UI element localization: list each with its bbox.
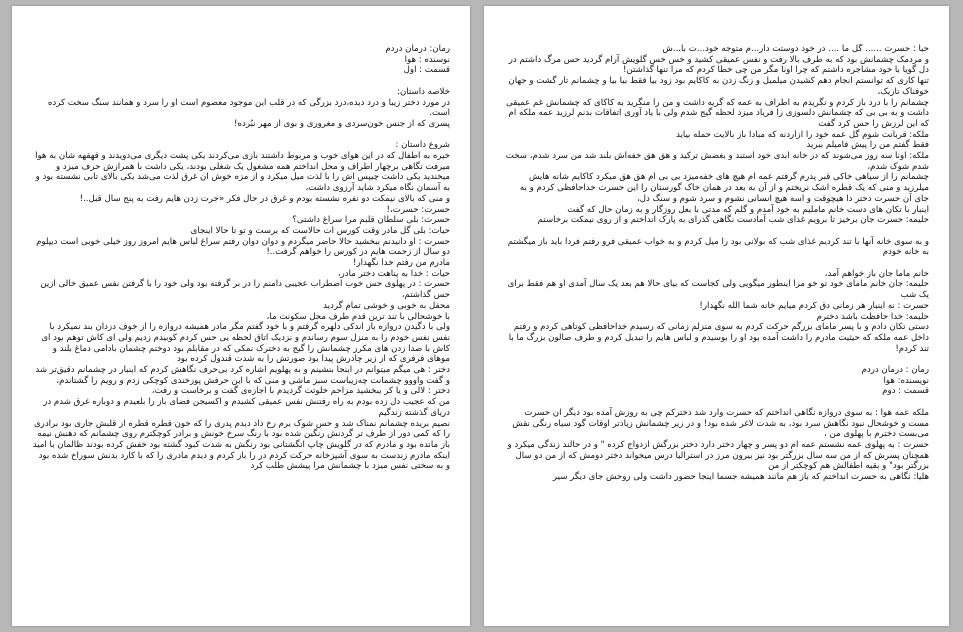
text-line: و مردمک چشمانش بود که به طرف بالا رفت و نفس عمیقی کشید و خس خس گلویش آرام گردید حس مرگ داشتم در دل گویا با خود مشاجره داشتم که چرا اونا مگر من چی خطا کردم که مرا تنها گذاشتن! [508, 54, 929, 76]
text-line: حسرت: حسرت،! [386, 204, 450, 215]
text-line: ملکه عمه هوا : به سوی دروازه نگاهی انداختم که حسرت وارد شد دخترکم چی به روزش آمده بود دیگر ان حسرت مست و خوشحال نبود نگاهش سرد بود، به شدت لاغر شده بود! و در زیر چشمانش زیادتر اوقات گود سیاه رنگی نقش می‌بست دخترم با پهلوی من ، [512, 407, 929, 440]
text-line: حیا : حسرت ...... گل ما .... در خود دوستت دار...م متوجه خود...ت با...ش [662, 44, 929, 54]
text-line: اینبار با تکان های دست خانم ماملیم به خود آمدم و گلم که مدتی با بعل روزگار و به زمان حال که گفت [567, 204, 929, 215]
paragraph-gap [504, 397, 929, 408]
text-line: شروع داستان : [395, 140, 450, 151]
text-line: دختر : هی میگم میتوانم در اینجا بنشینم و به پهلویم اشاره کرد بی‌حرف نگاهش کردم که اینبار در چشمانم دقیق‌تر شد و گفت واووو چشمانت چه‌زیباست سبز ماشی و منی که با این حرفش پوزخندی کوچکی زدم و رویم را گشتاندم، [35, 365, 450, 386]
text-line: و منی که بالای نیمکت دو نفره نشسته بودم و غرق در حال فکر «جرت زدن هایم رفت به پنج سال قبل..! [79, 193, 450, 204]
text-line: حسرت: بلی سلطان قلبم مرا سراغ داشتی؟ [292, 215, 450, 226]
text-line: حیات : خدا به پناهت دختر مادر، [337, 268, 450, 279]
text-line: قسمت : دوم [882, 386, 929, 397]
text-line: مادرم من رفتم خدا نگهدار! [353, 258, 450, 269]
text-line: قسمت : اول [403, 65, 450, 76]
text-line: پسری که از جنس خون‌سردی و مغروری و بوی از مهر نبُرده! [234, 118, 450, 129]
paragraph-gap [32, 130, 450, 141]
text-line: حلیمه: خدا حافظت باشد دخترم [816, 311, 929, 322]
text-line: حیات: بلی گل مادر وقت کورس ات حالاست که برست و تو تا حالا اینجای [190, 225, 450, 236]
text-line: با خوشحالی با تند ترین قدم طرف محل سکونت ما، [266, 311, 450, 322]
text-line: چشمانم را از سیاهی خاکی قبر پدرم گرفتم عمه ام هیچ های خفه‌میزد بی بی ام هق هق میکرد کاکایم شانه هایش میلرزید و منی که یک قطره اشک نریختم و از آن به بعد در همان خاک گورستان را این حسرت خداحافظی کردم و به جای آن حسرت دختر دا هیچوقت و اسه هیچ انسانی نشوم و سرد شوم و سنگ دل، [519, 172, 929, 204]
text-line: خلاصه داستان: [397, 86, 450, 97]
text-line: خانم ماما جان باز خواهم آمد، [824, 268, 929, 279]
text-line: حسرت : نه اینبار هر زمانی دق کردم میایم خانه شما الله نگهدار! [699, 300, 929, 311]
document-page-left [12, 6, 470, 626]
text-line: و به سوی خانه آنها با تند کردیم غذای شب که بولانی بود را میل کردم و به خواب عمیقی فرو رفتم فردا باید باز میگشتم به خانه خودم [507, 236, 929, 258]
text-line: نصیم بریده چشمانم نمناک شد و حس شوک برم رخ داد دیدم پدری را که خون قطره قطره از قلبش جاری بود برادری را که کمی دور از طرف تر گردنش رنگین شده بود با رنگ سرخ خونش و برادر کوچکترم روی چشمانم که دهنش نیمه باز مانده بود و مادرم که در گلویش چاپ انگشتانی بود رنگش به شدت کبود گشته بود خفش کرده بودند ظالمان با امید اینکه مادرم زندست به سوی آشپزخانه حرکت کردم در را باز کردم و دیدم مادری را که با کارد بدنش سوراخ شده بود و به سختی نفس میزد با چشمانش مرا پیشش طلب کرد [32, 418, 450, 472]
document-page-right [484, 6, 949, 626]
paragraph-gap [504, 226, 929, 237]
paragraph-gap [504, 354, 929, 365]
text-line: چشمانم را با درد باز کردم و نگریدم به اطراف به عمه که گریه داشت و من را منگرید به کاکای که چشمانش غم عمیقی داشت و به بی بی که چشمانش دلسوزی را فریاد میزد لحظه گیج شدم ولی با یاد آوری اتفاقات بدنم لرزید عمه ملکه ام که این لرزش را حس کرد گفت [506, 97, 929, 129]
text-line: حسرت : او دانیدنم ببخشید حالا حاضر میگردم و دوان دوان رفتم سراغ لباس هایم امروز روز خیلی خوبی است دیپلوم دو سال از زحمت هایم در کورس را خواهم گرفت..! [36, 236, 450, 258]
text-line: ملکه: اونا سه روز می‌شوند که در خانه ابدی خود استند و بغضش ترکید و هق هق خفه‌اش بلند شد من سرد شدم، سخت شدم شوک شدم، [505, 151, 929, 172]
text-line: رمان: درمان دردم [385, 44, 450, 54]
text-line: تنها کاری که توانستم انجام دهم کشیدن میلمبل و زنگ زدن به کاکایم بود زود بیا فقط بیا بیا و چشمانم تار گشت و جهان خوفناک تاریک، [508, 76, 929, 97]
text-line: محفل به خوبی و خوشی تمام گردید [323, 300, 450, 311]
text-line: نویسنده: هوا [883, 375, 929, 386]
page-text-body [32, 44, 450, 616]
text-line: حلیمه: حسرت جان برخیز تا برویم غذای شب آمادست نگاهی گذرای به پارک انداختم و از روی نیمکت برخاستم [537, 215, 929, 226]
text-line: دستی تکان دادم و با پسر مامای بزرگم حرکت کردم به سوی منزلم زمانی که رسیدم خداحافظی کوتاهی کردم و رفتم داخل عمه ملکه که حیثیت مادرم را داشت آمده بود او را بوسیدم و لباس هایم را تبدیل کردم و طرف صالون بزرگ ما با تند کردم! [508, 322, 929, 354]
paragraph-gap [504, 258, 929, 269]
text-line: ولی با دگیدن دروازه باز اندکی دلهره گرفتم و با خود گفتم مگر مادر همیشه دروازه را از خوف دزدان بند نمیکرد با نفس نفس خودم را به منزل سوم رساندم و نزدیک اتاق لحظه یی حس کردم کوبیدم زدیم ولی ای کاش توهم بود ای کاش با صدا زدن های مکرر چشمانش را گیج به دخترک نمکی که در مقابلم بود دوختم چشمان بادامی دماغ بلند و موهای فرفری که از زیر چادرش پیدا بود صورتش را به شدت قندول کرده بود [41, 322, 450, 365]
text-line: ملکه: قربانت شوم گل عمه خود را ازاردنه که مبادا باز بالایت حمله بیاید [675, 129, 929, 140]
page-text-body [504, 44, 929, 616]
text-line: حلیمه: جان خانم مامای خود تو خو مرا اینطور میگویی ولی کجاست که بیای حالا هم بعد یک سال آمدی او هم فقط برای یک شب [507, 279, 929, 301]
text-line: در مورد دختر زیبا و درد دیده،درد بزرگی که در قلب این موجود معصوم است او را سرد و همانند سنگ سخت کرده است. [47, 97, 450, 119]
text-line: دختر : لالی و یا کر ببخشید مزاحم خلوتت گردیدم با اجازه‌ی گفت و برخاست و رفت، [151, 386, 450, 397]
paragraph-gap [32, 76, 450, 87]
text-line: نوسنده : هوا [404, 54, 450, 65]
text-line: رمان : درمان دردم [861, 365, 929, 376]
text-line: حسرت : در پهلوی حس خوب اضطراب عجیبی دامنم را در بر گرفته بود ولی خود را با گرفتن نفس عمیق خالی ازین حس گذاشتم، [40, 279, 450, 301]
text-line: فقط گفتم من را پیش فامیلم ببرید [806, 140, 929, 151]
text-line: حسرت : به پهلوی عمه نشستم عمه ام دو پسر و چهار دختر دارد دختر بزرگش ازدواج کرده " و در حالند زندگی میکرد و همچنان پسرش که از من سه سال بزرگتر بود نیز بیرون مرز در استرالیا درس میخواند دختر دومش که از من دو سال بزرگتر بود" و بقیه اطفالش هم کوچکتر از من [507, 439, 929, 472]
text-line: من که عجیب دل زده بودم به راه رفتنش نفس عمیقی کشیدم و اکسیجن فضای باز را بلعیدم و دوباره غرق شدم در دریای گذشته زندگیم [43, 397, 450, 418]
text-line: خیره به اطفال که در این هوای خوب و مربوط داشتند بازی می‌کردند یکی پشت دیگری می‌دویدند و قهقهه شان به هوا میرفت نگاهی برچهار اطراف و محل انداختم همه مشغول یک شغلی بودند، یکی داشت با همرازش حرف میزد و میخندید یکی داشت چیپس اش را با لذت میل میکرد و از مزه خوش ان غرق لذت می‌شد یکی بالای تابی نشسته بود و به آسمان نگاه میکرد شاید آرزوی داشت، [35, 151, 450, 194]
text-line: هلیا: نگاهی به حسرت انداختم که باز هم مانند همیشه جسما اینجا حضور داشت ولی روحش جای دیگر سیر [552, 472, 929, 483]
